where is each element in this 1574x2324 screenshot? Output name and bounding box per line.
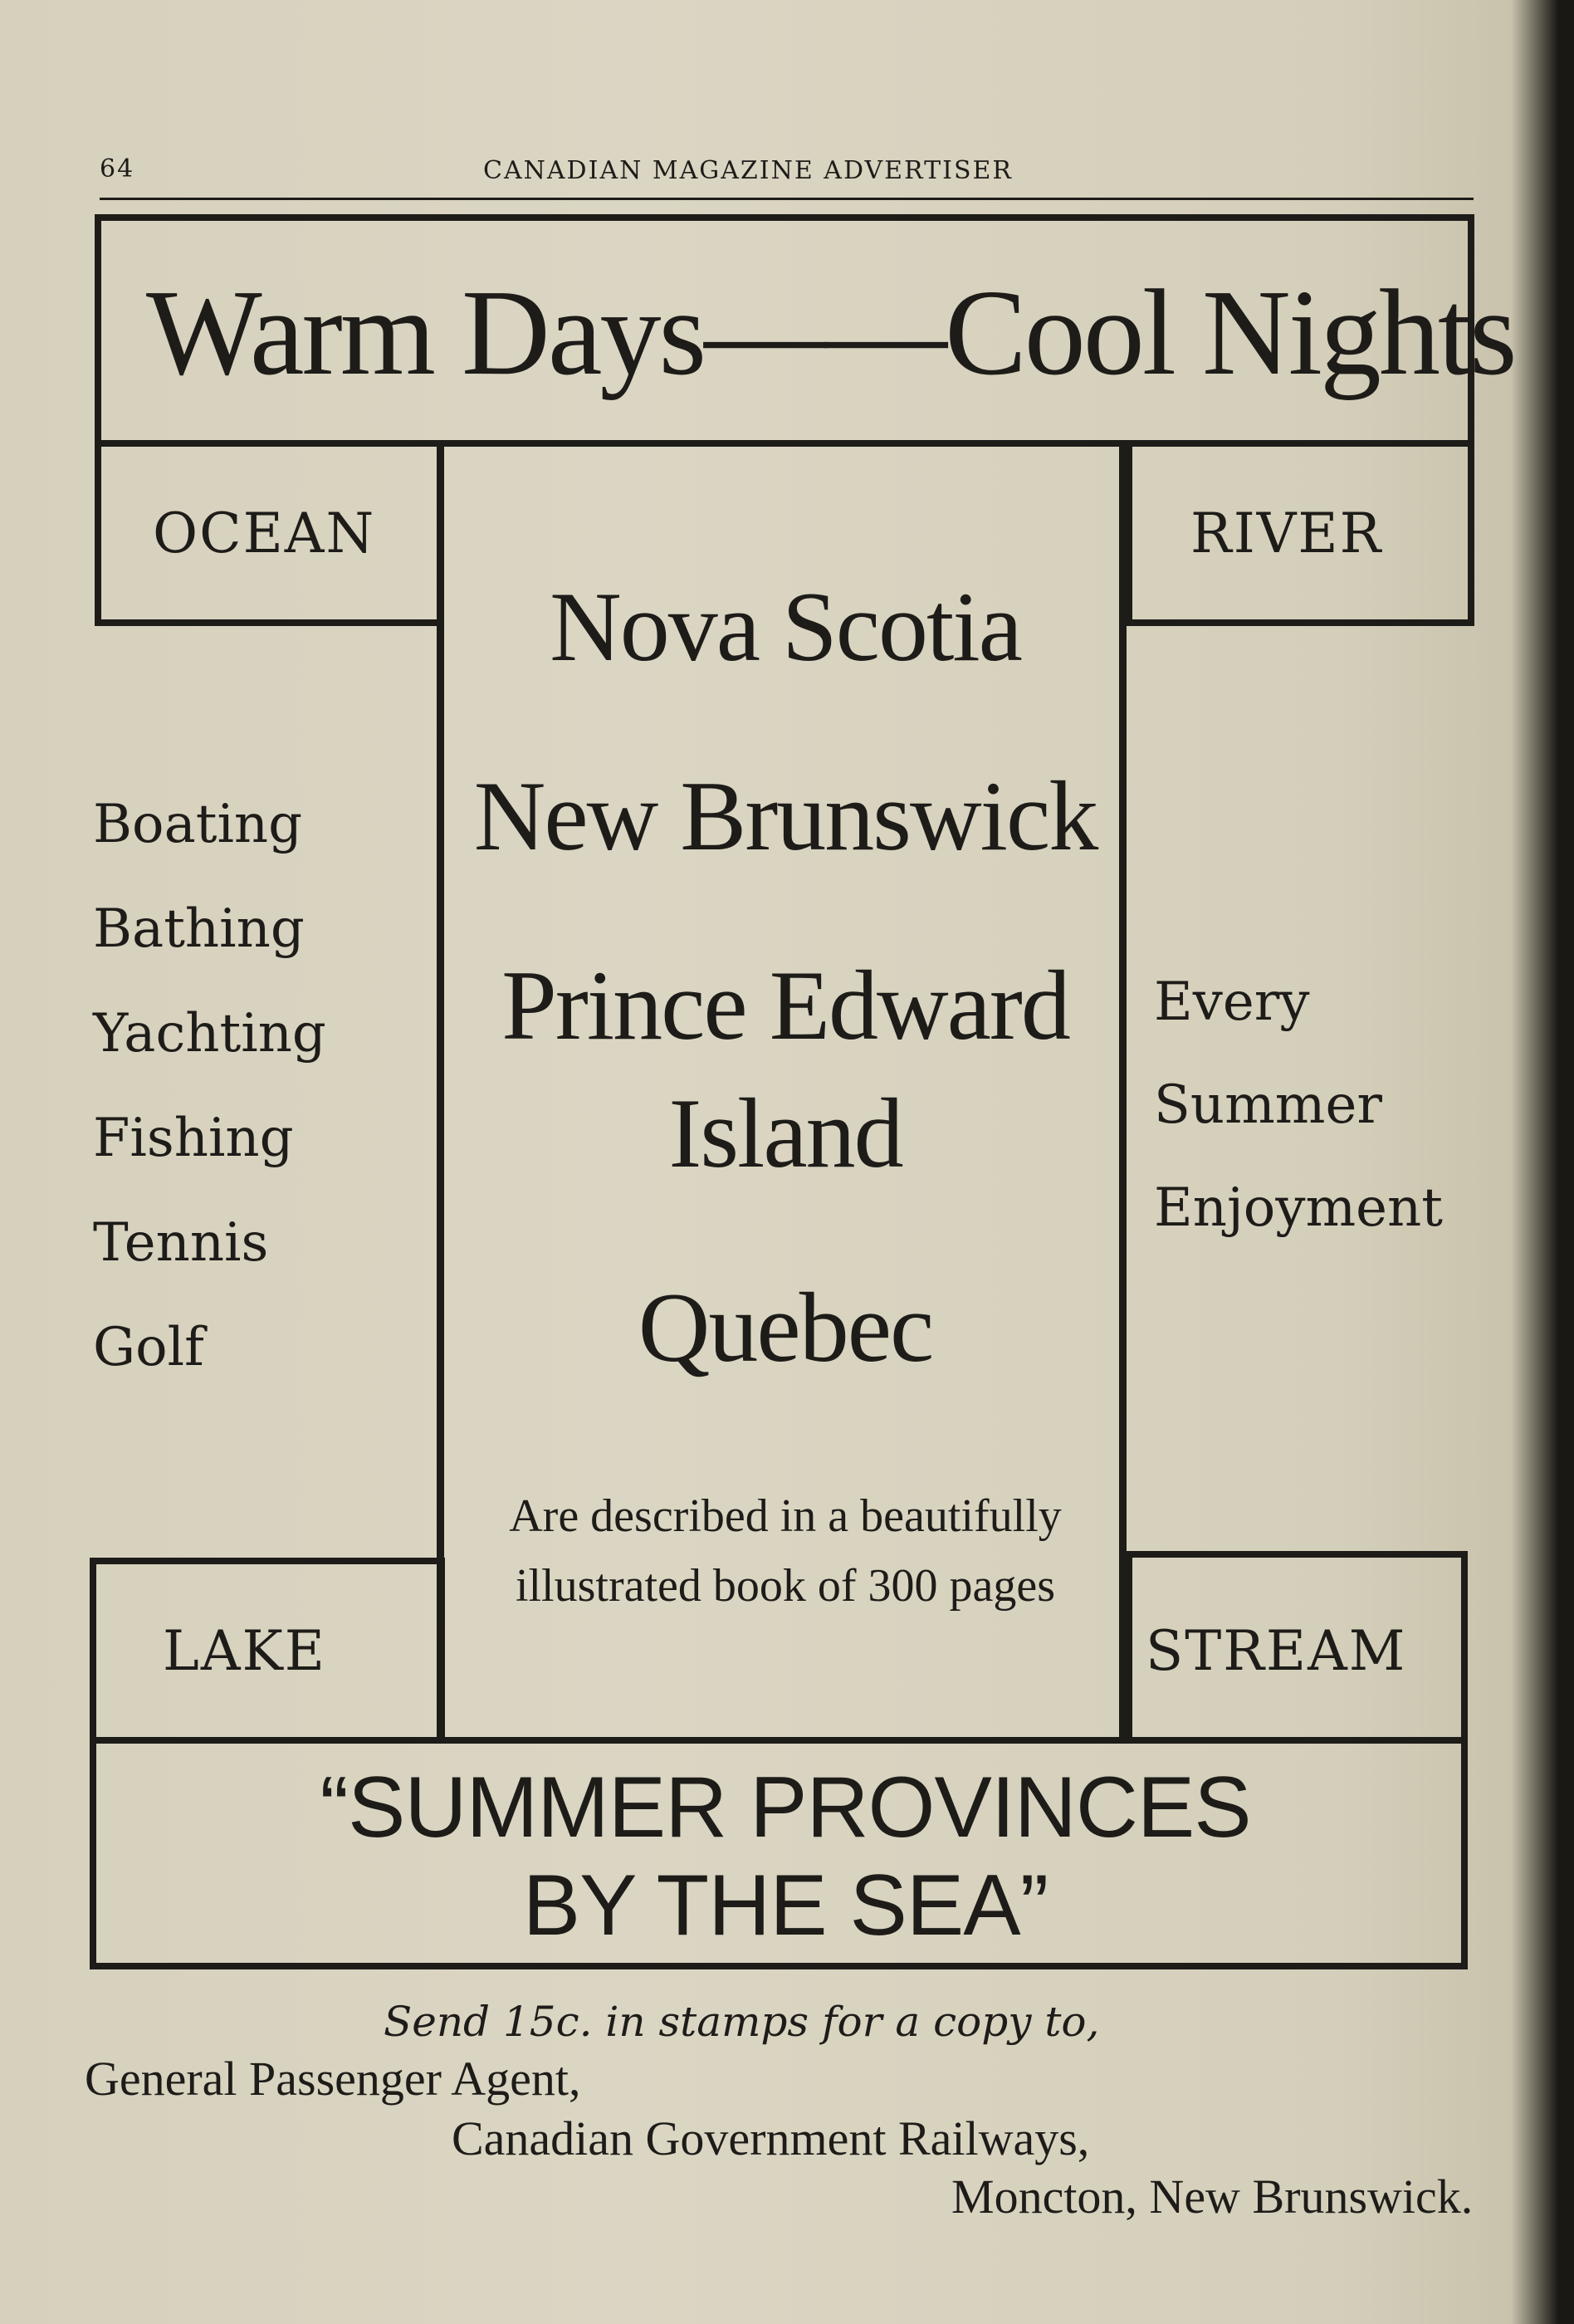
corner-stream: STREAM <box>1146 1619 1407 1683</box>
right-text-line: Summer <box>1154 1074 1382 1136</box>
running-title: CANADIAN MAGAZINE ADVERTISER <box>483 156 1013 185</box>
activity-item: Fishing <box>93 1108 294 1169</box>
province-island: Island <box>668 1078 902 1188</box>
province-quebec: Quebec <box>638 1272 933 1382</box>
province-nova-scotia: Nova Scotia <box>550 571 1021 682</box>
activity-item: Tennis <box>93 1212 269 1274</box>
send-instructions: Send 15c. in stamps for a copy to, <box>384 1998 1100 2046</box>
right-text-line: Enjoyment <box>1154 1177 1443 1239</box>
slogan-line: “SUMMER PROVINCES <box>320 1759 1251 1856</box>
address-line-3: Moncton, New Brunswick. <box>951 2170 1474 2224</box>
activity-item: Yachting <box>93 1003 326 1064</box>
corner-lake: LAKE <box>163 1619 326 1683</box>
description-line: Are described in a beautifully <box>509 1490 1062 1542</box>
province-prince-edward: Prince Edward <box>501 950 1069 1060</box>
activity-item: Boating <box>93 794 303 855</box>
headline: Warm Days——Cool Nights <box>146 265 1515 401</box>
address-line-2: Canadian Government Railways, <box>452 2111 1090 2165</box>
corner-ocean: OCEAN <box>153 501 376 565</box>
activity-item: Golf <box>93 1317 204 1378</box>
center-left-rule <box>437 440 444 1744</box>
address-line-1: General Passenger Agent, <box>85 2052 581 2106</box>
province-new-brunswick: New Brunswick <box>473 761 1097 871</box>
corner-river: RIVER <box>1190 501 1383 565</box>
description-line: illustrated book of 300 pages <box>515 1560 1056 1612</box>
header-rule <box>100 198 1474 200</box>
page-number: 64 <box>100 154 135 183</box>
activity-item: Bathing <box>93 898 305 960</box>
slogan-line: BY THE SEA” <box>522 1857 1049 1954</box>
right-text-line: Every <box>1154 971 1310 1033</box>
